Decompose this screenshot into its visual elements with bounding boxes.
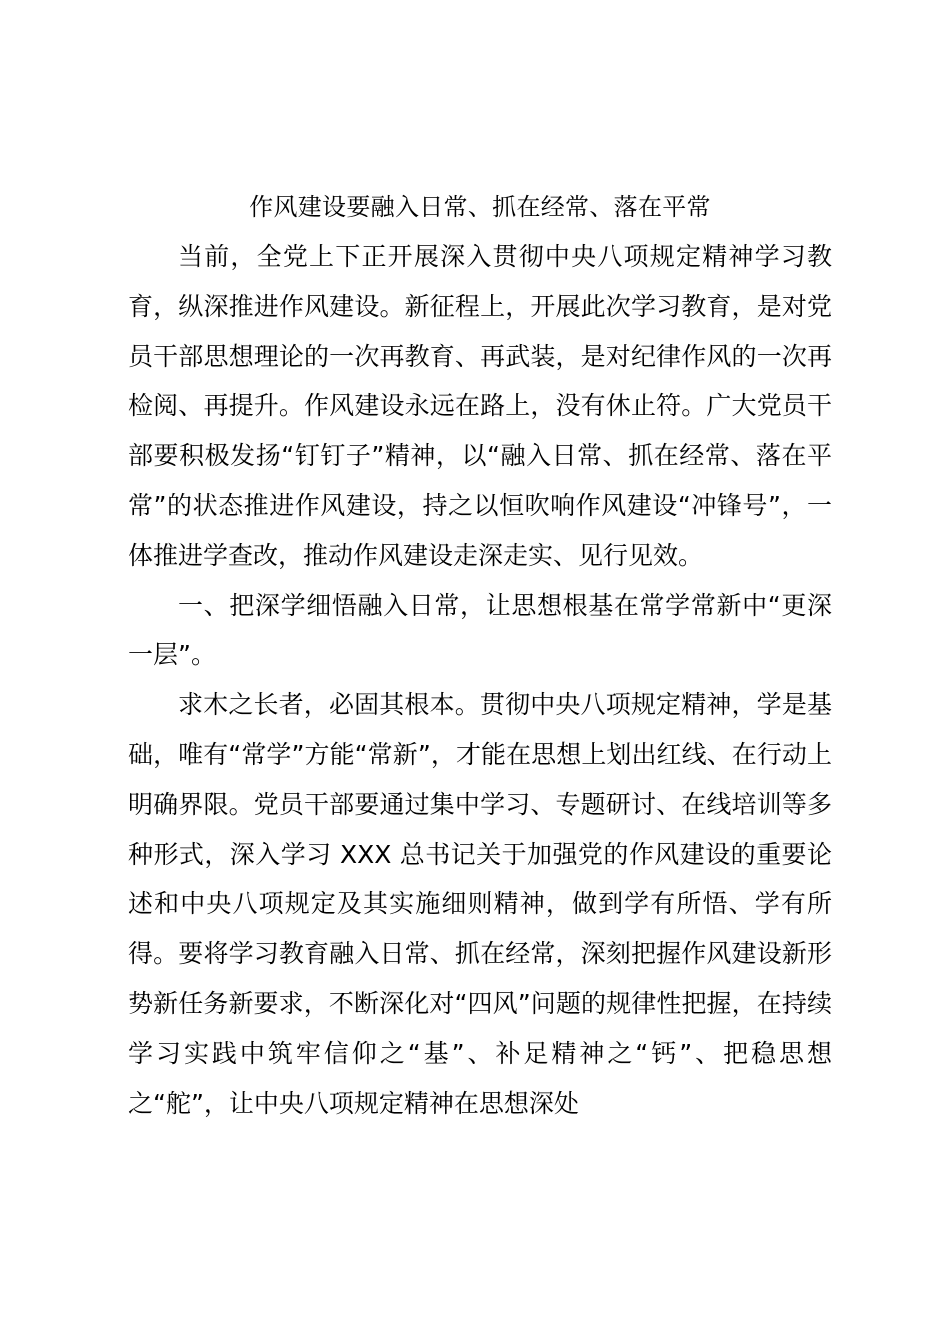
document-title: 作风建设要融入日常、抓在经常、落在平常 (249, 193, 711, 221)
paragraph-intro: 当前，全党上下正开展深入贯彻中央八项规定精神学习教育，纵深推进作风建设。新征程上，开展此次学习教育，是对党员干部思想理论的一次再教育、再武装，是对纪律作风的一次再检阅、再提升。作风建设永远在路上，没有休止符。广大党员干部要积极发扬“钉钉子”精神，以“融入日常、抓在经常、落在平常”的状态推进作风建设，持之以恒吹响作风建设“冲锋号”，一体推进学查改，推动作风建设走深走实、见行见效。 (128, 242, 832, 570)
document-body (128, 182, 832, 1128)
paragraph-section-heading-1: 一、把深学细悟融入日常，让思想根基在常学常新中“更深一层”。 (128, 590, 832, 670)
paragraph-section-body-1: 求木之长者，必固其根本。贯彻中央八项规定精神，学是基础，唯有“常学”方能“常新”，才能在思想上划出红线、在行动上明确界限。党员干部要通过集中学习、专题研讨、在线培训等多种形式，深入学习 XXX 总书记关于加强党的作风建设的重要论述和中央八项规定及其实施细则精神，做到学有所悟、学有所得。要将学习教育融入日常、抓在经常，深刻把握作风建设新形势新任务新要求，不断深化对“四风”问题的规律性把握，在持续学习实践中筑牢信仰之“基”、补足精神之“钙”、把稳思想之“舵”，让中央八项规定精神在思想深处 (128, 690, 832, 1118)
